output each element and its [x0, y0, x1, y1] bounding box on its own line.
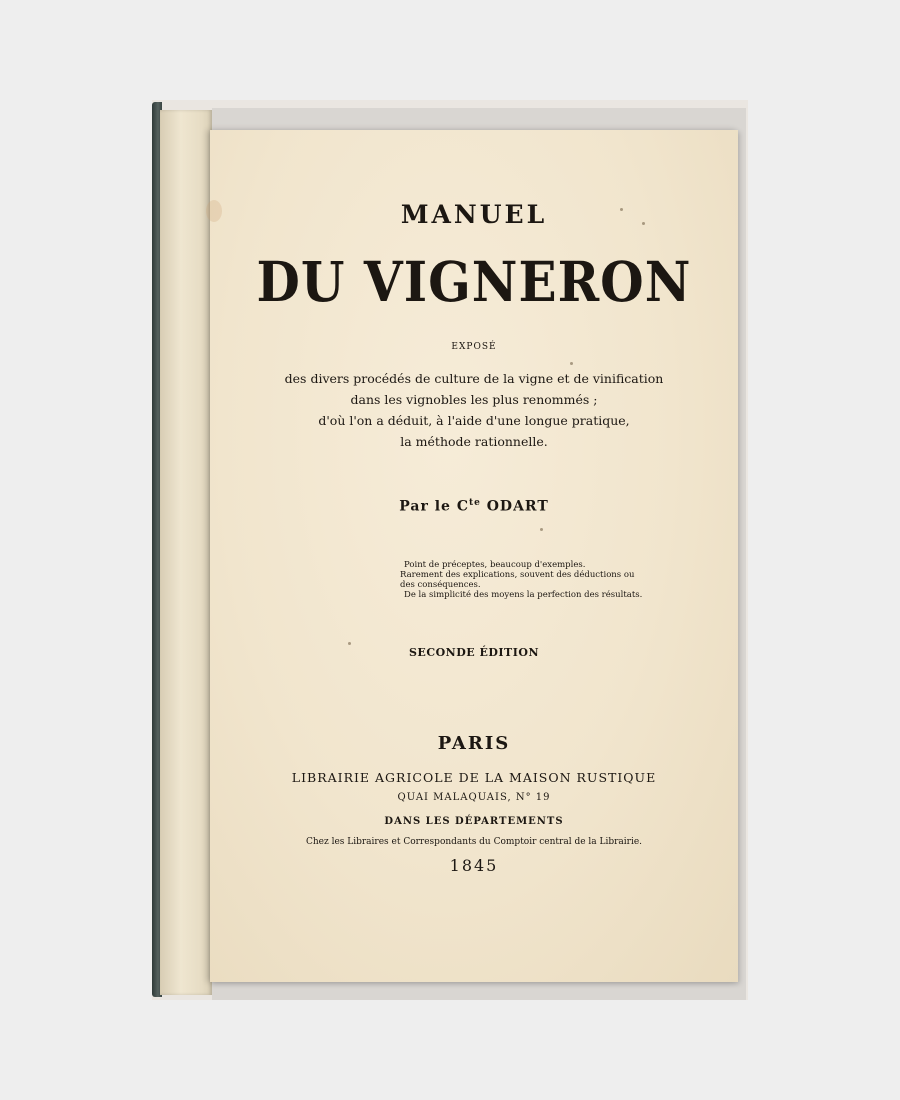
title-page [210, 130, 738, 982]
description-line: des divers procédés de culture de la vigne et de vinification [284, 371, 664, 386]
description-line: d'où l'on a déduit, à l'aide d'une longue pratique, [318, 413, 630, 428]
description-line: la méthode rationnelle. [400, 434, 548, 449]
epigraph-line: Rarement des explications, souvent des déductions ou [400, 570, 635, 580]
address: QUAI MALAQUAIS, N° 19 [397, 792, 551, 803]
epigraph-line: Point de préceptes, beaucoup d'exemples. [404, 560, 586, 570]
author-title-abbrev: te [468, 498, 481, 508]
publisher: LIBRAIRIE AGRICOLE DE LA MAISON RUSTIQUE [291, 770, 657, 785]
author-name: ODART [480, 498, 549, 515]
description-line: dans les vignobles les plus renommés ; [350, 392, 598, 407]
description [210, 368, 738, 452]
title-line-1: MANUEL [400, 200, 548, 229]
city: PARIS [437, 733, 511, 754]
epigraph-line: De la simplicité des moyens la perfection des résultats. [404, 590, 643, 600]
departments-heading: DANS LES DÉPARTEMENTS [384, 816, 564, 827]
subtitle-expose: EXPOSÉ [451, 342, 497, 352]
foxing-speck [540, 528, 543, 531]
author-line [210, 498, 738, 515]
title-line-2: DU VIGNERON [256, 249, 692, 314]
publication-year: 1845 [449, 856, 499, 875]
epigraph [400, 560, 642, 600]
foxing-speck [348, 642, 351, 645]
book-page-edges [160, 110, 212, 995]
edition: SECONDE ÉDITION [408, 646, 539, 659]
author-prefix: Par le C [399, 498, 469, 515]
epigraph-line: des conséquences. [400, 580, 481, 590]
distributors: Chez les Libraires et Correspondants du Comptoir central de la Librairie. [305, 837, 643, 847]
foxing-speck [570, 362, 573, 365]
